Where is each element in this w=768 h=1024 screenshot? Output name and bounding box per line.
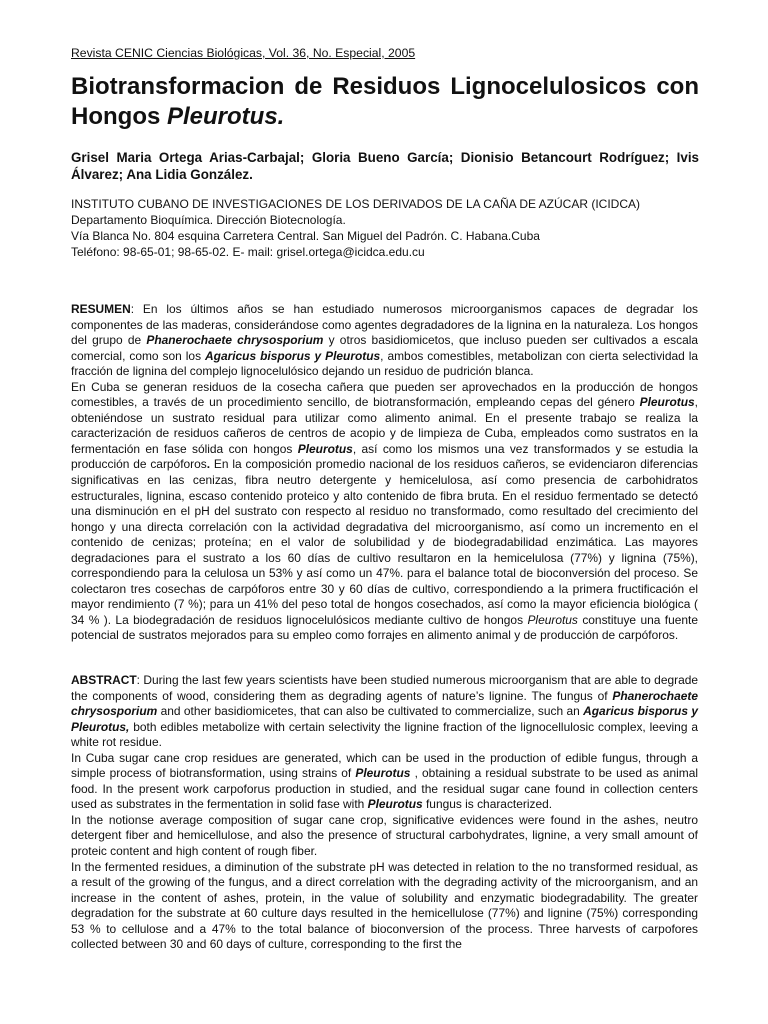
text-run: , ambos comestibles, metabolizan con cierta selectividad la fracción de lignina del complejo lignocelulósico dejando un residuo de pudrición blanca. [71, 348, 699, 379]
resumen-paragraph-1 [71, 302, 698, 380]
paper-title [71, 72, 699, 132]
text-run: : En los últimos años se han estudiado numerosos microorganismos capaces de degradar los componentes de las maderas, considerándose como agentes degradadores de la lignina en la naturaleza. Los hongos del grupo de [71, 302, 698, 348]
postal-address: Vía Blanca No. 804 esquina Carretera Central. San Miguel del Padrón. C. Habana.Cuba [71, 229, 540, 243]
author-list: Grisel Maria Ortega Arias-Carbajal; Gloria Bueno García; Dionisio Betancourt Rodríguez; Ivis Álvarez; Ana Lidia González. [71, 150, 699, 182]
text-run: both edibles metabolize with certain selectivity the lignine fraction of the lignocellulosic complex, leeving a white rot residue. [71, 719, 698, 750]
abstract-paragraph-1 [71, 673, 698, 751]
journal-citation: Revista CENIC Ciencias Biológicas, Vol. 36, No. Especial, 2005 [71, 46, 416, 60]
text-run: En Cuba se generan residuos de la cosecha cañera que pueden ser aprovechados en la producción de hongos comestibles, a través de un procedimiento sencillo, de biotransformación, empleando cepas del género [71, 379, 698, 410]
contact-line: Teléfono: 98-65-01; 98-65-02. E- mail: grisel.ortega@icidca.edu.cu [71, 245, 425, 259]
department-name: Departamento Bioquímica. Dirección Biotecnología. [71, 213, 346, 227]
text-run: En la composición promedio nacional de los residuos cañeros, se evidenciaron diferencias significativas en las cenizas, fibra neutro detergente y hemicelulosa, así como presencia de carbohidratos estructurales, lignina, escaso contenido proteico y alto contenido de fibra bruta. En el residuo fermentado se detectó una disminución en el pH del sustrato con respecto al residuo no transformado, como resultado del crecimiento del hongo y una directa correlación con la actividad degradativa del microorganismo, así como un incremento en el contenido de cenizas; proteína; en el valor de solubilidad y de biodegradabilidad enzimática. Las mayores degradaciones para el sustrato a los 60 días de cultivo resultaron en la hemicelulosa (77%) y lignina (75%), correspondiendo para la celulosa un 53% y así como un 47%. para el balance total de bioconversión del proceso. Se colectaron tres cosechas de carpóforos entre 30 y 60 días de cultivo, correspondiendo a la primera fructificación el mayor rendimiento (7 %); para un 41% del peso total de hongos cosechados, así como la mayor eficiencia biológica ( 34 % ). La biodegradación de residuos lignocelulósicos mediante cultivo de hongos [71, 457, 699, 627]
species-name: Phanerochaete chrysosporium [71, 688, 698, 719]
abstract-paragraph-3: In the notionse average composition of sugar cane crop, significative evidences were found in the ashes, neutro detergent fiber and hemicellulose, and also the presence of structural carbohydrates, lignine, a very small amount of proteic content and high content of rough fiber. [71, 812, 698, 859]
species-name: Pleurotus [297, 441, 353, 456]
institute-name: INSTITUTO CUBANO DE INVESTIGACIONES DE LOS DERIVADOS DE LA CAÑA DE AZÚCAR (ICIDCA) [71, 197, 640, 211]
text-run: In Cuba sugar cane crop residues are generated, which can be used in the production of edible fungus, through a simple process of biotransformation, using strains of [71, 750, 698, 781]
species-name: Pleurotus [527, 612, 578, 627]
text-run: and other basidiomicetes, that can also be cultivated to commercialize, such an [157, 704, 584, 719]
abstract-paragraph-4: In the fermented residues, a diminution of the substrate pH was detected in relation to the no transformed residual, as a result of the growing of the fungus, and a direct correlation with the degrading activity of the microorganism, and an increase in the content of ashes, protein, in the value of solubility and enzymatic biodegradability. The greater degradation for the substrate at 60 culture days resulted in the hemicellulose (77%) and lignine (75%) corresponding 53 % to cellulose and a 47% to the total balance of bioconversion of the process. Three harvests of carpofores collected between 30 and 60 days of culture, corresponding to the first the [71, 859, 698, 952]
species-name: Agaricus bisporus y Pleurotus, [71, 704, 698, 734]
abstract-paragraph-2 [71, 751, 698, 813]
bold-period: . [206, 457, 211, 472]
title-genus: Pleurotus. [167, 103, 285, 130]
text-run: fungus is characterized. [422, 797, 553, 812]
abstract-section [71, 673, 698, 953]
species-name: Pleurotus [639, 395, 695, 410]
text-run: y otros basidiomicetos, que incluso pueden ser cultivados a escala comercial, como son los [71, 333, 699, 363]
species-name: Phanerochaete chrysosporium [146, 333, 324, 348]
species-name: Agaricus bisporus y Pleurotus [205, 348, 381, 363]
text-run: constituye una fuente potencial de sustratos mejorados para su empleo como forrajes en alimento animal y de producción de carpóforos. [71, 612, 699, 643]
text-run: : During the last few years scientists have been studied numerous microorganism that are able to degrade the components of wood, considering them as degrading agents of nature’s lignine. The fungus of [71, 673, 698, 703]
abstract-heading: ABSTRACT [71, 673, 137, 687]
affiliation-block [71, 196, 699, 260]
text-run: , obtaining a residual substrate to be used as animal food. In the present work carpoforus production in studied, and the residual sugar cane found in collection centers used as substrates in the fermentation in solid fase with [71, 766, 698, 812]
text-run: , así como los mismos una vez transformados y se estudia la producción de carpóforos [71, 441, 698, 472]
resumen-paragraph-2 [71, 380, 698, 644]
title-main: Biotransformacion de Residuos Lignocelulosicos con Hongos [71, 73, 699, 130]
text-run: , obteniéndose un sustrato residual para utilizar como alimento animal. En el presente trabajo se realiza la caracterización de residuos cañeros de centros de acopio y de limpieza de Cuba, empleados como sustratos en la fermentación en fase sólida con hongos [71, 395, 698, 456]
resumen-section [71, 302, 698, 644]
species-name: Pleurotus [355, 766, 411, 781]
species-name: Pleurotus [367, 797, 423, 812]
resumen-heading: RESUMEN [71, 302, 131, 316]
